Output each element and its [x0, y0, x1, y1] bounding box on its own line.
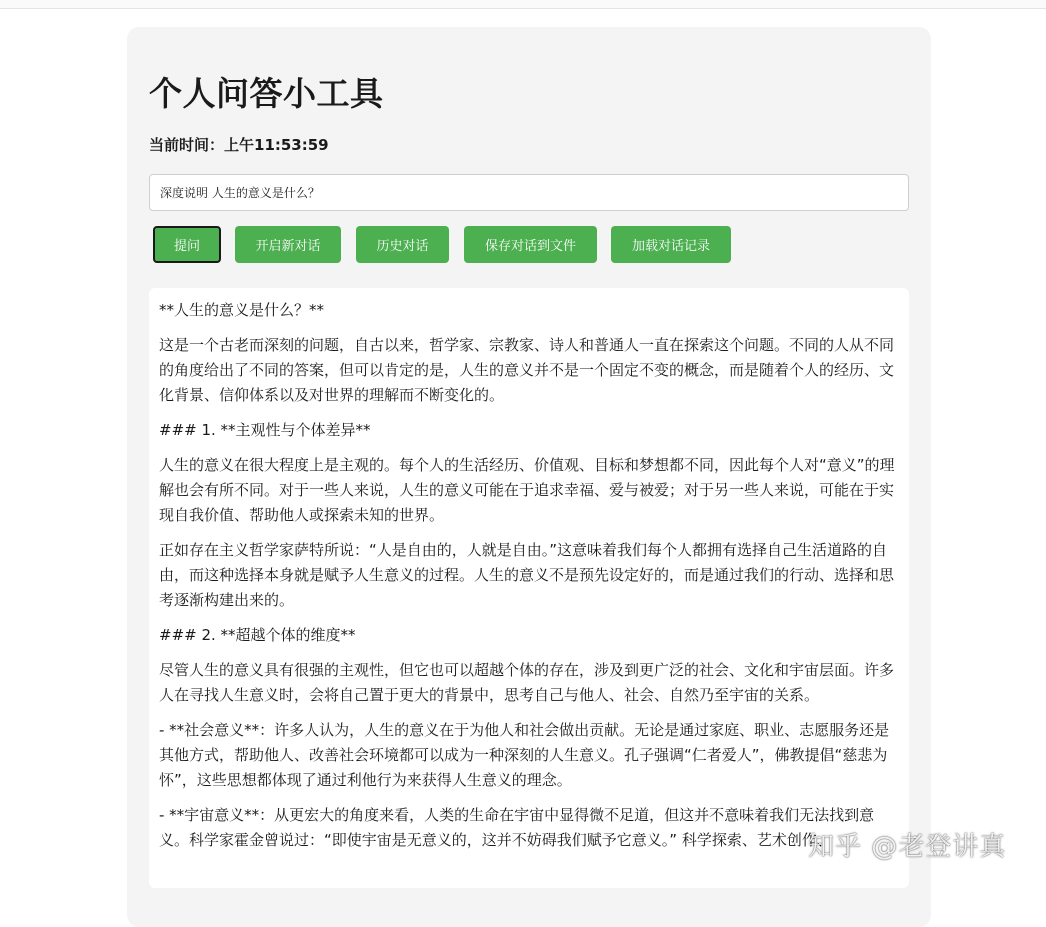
- answer-panel: [149, 288, 909, 888]
- watermark: 知乎 @老登讲真: [808, 832, 1007, 862]
- answer-paragraph: ### 1. **主观性与个体差异**: [159, 421, 371, 439]
- question-input[interactable]: [149, 174, 909, 211]
- history-button[interactable]: 历史对话: [356, 226, 449, 263]
- page-title: 个人问答小工具: [149, 74, 384, 113]
- answer-paragraph: - **社会意义**：许多人认为，人生的意义在于为他人和社会做出贡献。无论是通过家庭、职业、志愿服务还是其他方式，帮助他人、改善社会环境都可以成为一种深刻的人生意义。孔子强调“仁者爱人”，佛教提倡“慈悲为怀”，这些思想都体现了通过利他行为来获得人生意义的理念。: [159, 721, 890, 789]
- answer-paragraph: 这是一个古老而深刻的问题，自古以来，哲学家、宗教家、诗人和普通人一直在探索这个问题。不同的人从不同的角度给出了不同的答案，但可以肯定的是，人生的意义并不是一个固定不变的概念，而是随着个人的经历、文化背景、信仰体系以及对世界的理解而不断变化的。: [159, 336, 895, 404]
- save-chat-button[interactable]: 保存对话到文件: [464, 226, 597, 263]
- current-time-label: 当前时间：上午11:53:59: [149, 136, 329, 154]
- new-chat-button[interactable]: 开启新对话: [235, 226, 341, 263]
- browser-top-strip: [0, 0, 1046, 9]
- answer-paragraph: ### 2. **超越个体的维度**: [159, 626, 356, 644]
- answer-paragraph: 正如存在主义哲学家萨特所说：“人是自由的，人就是自由。”这意味着我们每个人都拥有选择自己生活道路的自由，而这种选择本身就是赋予人生意义的过程。人生的意义不是预先设定好的，而是通过我们的行动、选择和思考逐渐构建出来的。: [159, 541, 895, 609]
- load-chat-button[interactable]: 加载对话记录: [611, 226, 731, 263]
- answer-paragraph: **人生的意义是什么？**: [159, 301, 325, 319]
- ask-button[interactable]: 提问: [153, 226, 221, 263]
- answer-paragraph: 尽管人生的意义具有很强的主观性，但它也可以超越个体的存在，涉及到更广泛的社会、文化和宇宙层面。许多人在寻找人生意义时，会将自己置于更大的背景中，思考自己与他人、社会、自然乃至宇宙的关系。: [159, 661, 895, 704]
- answer-paragraph: - **宇宙意义**：从更宏大的角度来看，人类的生命在宇宙中显得微不足道，但这并不意味着我们无法找到意义。科学家霍金曾说过：“即使宇宙是无意义的，这并不妨碍我们赋予它意义。” 科学探索、艺术创作、: [159, 806, 875, 849]
- answer-paragraph: 人生的意义在很大程度上是主观的。每个人的生活经历、价值观、目标和梦想都不同，因此每个人对“意义”的理解也会有所不同。对于一些人来说，人生的意义可能在于追求幸福、爱与被爱；对于另一些人来说，可能在于实现自我价值、帮助他人或探索未知的世界。: [159, 456, 895, 524]
